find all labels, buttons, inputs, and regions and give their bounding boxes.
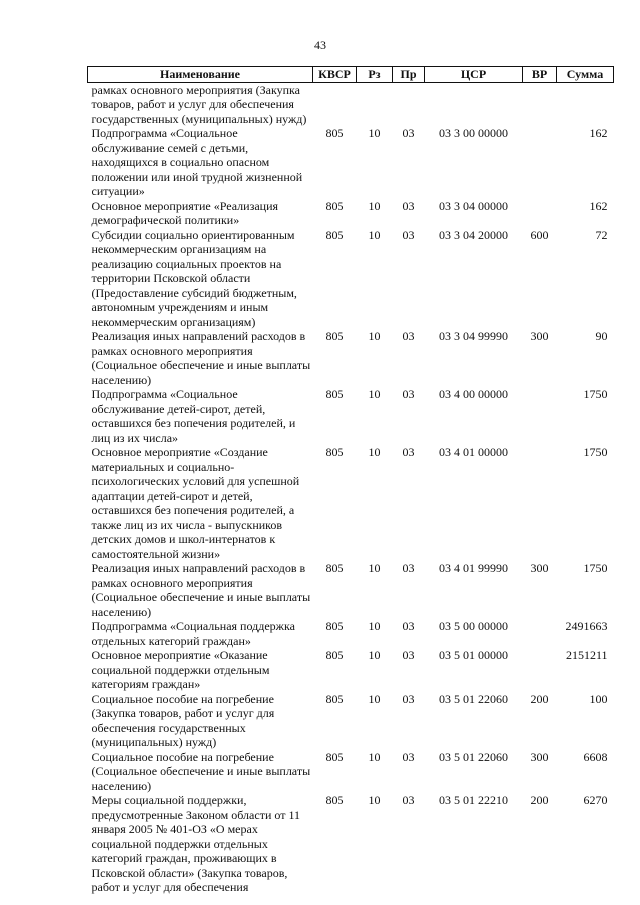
cell-vr: 300 bbox=[530, 329, 549, 343]
cell-vr bbox=[523, 619, 557, 648]
cell-csr: 03 4 01 99990 bbox=[439, 561, 508, 575]
cell-csr: 03 3 04 99990 bbox=[439, 329, 508, 343]
cell-sum: 6608 bbox=[583, 749, 608, 764]
cell-rz: 10 bbox=[368, 198, 381, 213]
cell-vr: 200 bbox=[530, 793, 549, 807]
cell-pr: 03 bbox=[402, 749, 415, 764]
cell-pr: 03 bbox=[402, 691, 415, 706]
budget-table bbox=[87, 66, 614, 895]
table-row bbox=[88, 445, 614, 561]
header-sum: Сумма bbox=[557, 67, 614, 83]
cell-pr: 03 bbox=[402, 445, 415, 459]
cell-kvsr: 805 bbox=[325, 198, 344, 213]
cell-name: Основное мероприятие «Реализация демографической политики» bbox=[91, 198, 279, 227]
cell-sum: 6270 bbox=[583, 793, 608, 807]
cell-rz: 10 bbox=[368, 691, 381, 706]
cell-rz: 10 bbox=[368, 329, 381, 343]
cell-kvsr: 805 bbox=[325, 227, 344, 242]
cell-vr bbox=[523, 648, 557, 692]
cell-sum: 1750 bbox=[583, 387, 608, 401]
cell-rz: 10 bbox=[368, 619, 381, 633]
table-row bbox=[88, 228, 614, 330]
cell-rz: 10 bbox=[368, 749, 381, 764]
cell-vr bbox=[523, 126, 557, 199]
cell-name: Меры социальной поддержки, предусмотренные Законом области от 11 января 2005 № 401-ОЗ «О мерах социальной поддержки отдельных категорий граждан, проживающих в Псковской области» (Закупка товаров, работ и услуг для обеспечения bbox=[91, 793, 301, 894]
table-row bbox=[88, 387, 614, 445]
cell-kvsr: 805 bbox=[325, 648, 344, 662]
cell-sum bbox=[557, 82, 614, 126]
table-row bbox=[88, 619, 614, 648]
cell-pr: 03 bbox=[402, 126, 415, 140]
table-header bbox=[88, 67, 614, 83]
table-row bbox=[88, 648, 614, 692]
cell-sum: 1750 bbox=[583, 561, 608, 575]
cell-csr bbox=[425, 82, 523, 126]
cell-csr: 03 3 00 00000 bbox=[439, 126, 508, 140]
table-row bbox=[88, 561, 614, 619]
table-row bbox=[88, 329, 614, 387]
table-row bbox=[88, 126, 614, 199]
cell-vr bbox=[523, 387, 557, 445]
header-pr: Пр bbox=[393, 67, 425, 83]
cell-csr: 03 4 01 00000 bbox=[439, 445, 508, 459]
cell-kvsr: 805 bbox=[325, 445, 344, 459]
cell-rz: 10 bbox=[368, 387, 381, 401]
cell-pr: 03 bbox=[402, 648, 415, 662]
cell-rz: 10 bbox=[368, 648, 381, 662]
cell-kvsr: 805 bbox=[325, 691, 344, 706]
table-row bbox=[88, 82, 614, 126]
cell-vr bbox=[523, 445, 557, 561]
cell-csr: 03 5 00 00000 bbox=[439, 619, 508, 633]
cell-name: рамках основного мероприятия (Закупка товаров, работ и услуг для обеспечения государственных (муниципальных) нужд) bbox=[91, 82, 307, 126]
table-row bbox=[88, 199, 614, 228]
cell-csr: 03 3 04 20000 bbox=[439, 227, 508, 242]
cell-pr bbox=[393, 82, 425, 126]
table-row bbox=[88, 750, 614, 794]
cell-kvsr: 805 bbox=[325, 619, 344, 633]
cell-vr bbox=[523, 82, 557, 126]
header-name: Наименование bbox=[88, 67, 313, 83]
cell-vr: 200 bbox=[530, 691, 549, 706]
cell-pr: 03 bbox=[402, 198, 415, 213]
cell-rz: 10 bbox=[368, 227, 381, 242]
cell-name: Основное мероприятие «Оказание социальной поддержки отдельным категориям граждан» bbox=[91, 648, 270, 691]
cell-csr: 03 5 01 00000 bbox=[439, 648, 508, 662]
cell-name: Основное мероприятие «Создание материальных и социально-психологических условий для успешной адаптации детей-сирот и детей, оставшихся без попечения родителей, а также лиц из их числа - выпускников детских домов и школ-интернатов к самостоятельной жизни» bbox=[91, 445, 300, 561]
header-csr: ЦСР bbox=[425, 67, 523, 83]
cell-vr bbox=[523, 199, 557, 228]
cell-rz: 10 bbox=[368, 561, 381, 575]
cell-rz bbox=[357, 82, 393, 126]
cell-csr: 03 5 01 22060 bbox=[439, 749, 508, 764]
page-number: 43 bbox=[314, 38, 326, 52]
cell-sum: 2151211 bbox=[565, 648, 608, 662]
cell-kvsr bbox=[313, 82, 357, 126]
cell-name: Реализация иных направлений расходов в рамках основного мероприятия (Социальное обеспечение и иные выплаты населению) bbox=[91, 561, 311, 619]
cell-pr: 03 bbox=[402, 561, 415, 575]
cell-name: Подпрограмма «Социальное обслуживание детей-сирот, детей, оставшихся без попечения родителей, и лиц из их числа» bbox=[91, 387, 296, 445]
cell-csr: 03 5 01 22060 bbox=[439, 691, 508, 706]
cell-csr: 03 5 01 22210 bbox=[439, 793, 508, 807]
cell-kvsr: 805 bbox=[325, 749, 344, 764]
cell-name: Подпрограмма «Социальная поддержка отдельных категорий граждан» bbox=[91, 619, 295, 648]
cell-name: Социальное пособие на погребение (Социальное обеспечение и иные выплаты населению) bbox=[91, 749, 311, 793]
cell-vr: 300 bbox=[530, 561, 549, 575]
cell-sum: 1750 bbox=[583, 445, 608, 459]
cell-sum: 72 bbox=[595, 227, 608, 242]
cell-pr: 03 bbox=[402, 619, 415, 633]
cell-rz: 10 bbox=[368, 445, 381, 459]
table-body bbox=[88, 82, 614, 895]
cell-kvsr: 805 bbox=[325, 387, 344, 401]
table-row bbox=[88, 692, 614, 750]
cell-sum: 90 bbox=[595, 329, 608, 343]
cell-csr: 03 3 04 00000 bbox=[439, 198, 508, 213]
cell-sum: 2491663 bbox=[565, 619, 608, 633]
cell-vr: 600 bbox=[530, 227, 549, 242]
cell-name: Реализация иных направлений расходов в рамках основного мероприятия (Социальное обеспечение и иные выплаты населению) bbox=[91, 329, 311, 387]
header-vr: ВР bbox=[523, 67, 557, 83]
cell-kvsr: 805 bbox=[325, 793, 344, 807]
cell-pr: 03 bbox=[402, 227, 415, 242]
cell-sum: 100 bbox=[589, 691, 608, 706]
cell-rz: 10 bbox=[368, 126, 381, 140]
cell-name: Социальное пособие на погребение (Закупка товаров, работ и услуг для обеспечения государственных (муниципальных) нужд) bbox=[91, 691, 275, 749]
cell-name: Подпрограмма «Социальное обслуживание семей с детьми, находящихся в социально опасном положении или иной трудной жизненной ситуации» bbox=[91, 126, 303, 198]
cell-kvsr: 805 bbox=[325, 561, 344, 575]
cell-rz: 10 bbox=[368, 793, 381, 807]
cell-pr: 03 bbox=[402, 793, 415, 807]
cell-csr: 03 4 00 00000 bbox=[439, 387, 508, 401]
header-kvsr: КВСР bbox=[313, 67, 357, 83]
cell-sum: 162 bbox=[589, 198, 608, 213]
cell-kvsr: 805 bbox=[325, 126, 344, 140]
table-row bbox=[88, 793, 614, 895]
header-rz: Рз bbox=[357, 67, 393, 83]
cell-pr: 03 bbox=[402, 329, 415, 343]
cell-vr: 300 bbox=[530, 749, 549, 764]
cell-sum: 162 bbox=[589, 126, 608, 140]
cell-name: Субсидии социально ориентированным некоммерческим организациям на реализацию социальных проектов на территории Псковской области (Предоставление субсидий бюджетным, автономным учреждениям и иным некоммерческим организациям) bbox=[91, 227, 297, 329]
cell-kvsr: 805 bbox=[325, 329, 344, 343]
cell-pr: 03 bbox=[402, 387, 415, 401]
